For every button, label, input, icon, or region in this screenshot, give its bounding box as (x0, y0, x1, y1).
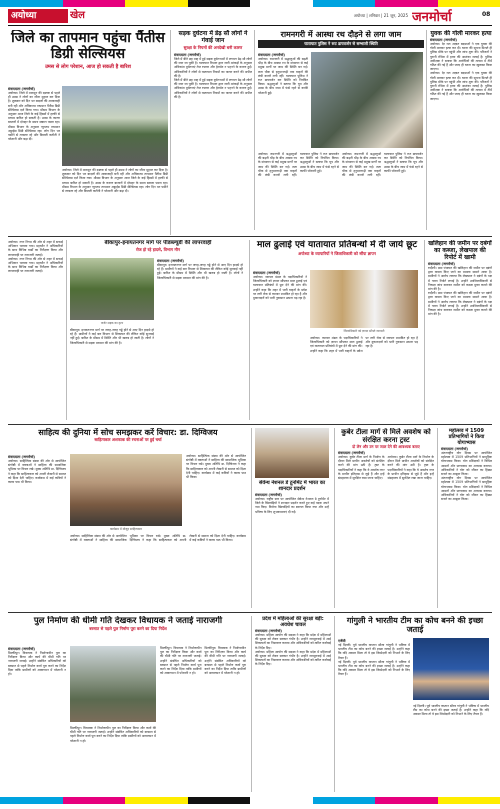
ramnagari-columns (258, 152, 423, 228)
ganguly-text (338, 638, 410, 790)
lead-photo (62, 86, 168, 166)
youth-byline: संवाददाता (जनमोर्चा) (430, 38, 457, 42)
bridge-body-cont: मिल्कीपुर। विधायक ने निर्माणाधीन पुल का निरीक्षण किया और कार्य की धीमी गति पर नाराजगी जताई। उन्होंने संबंधित अधिकारियों को बरसात से पहले निर्माण कार्य पूरा करने का निर्देश दिया ताकि ग्रामीणों को आवागमन में परेशानी न हो। (160, 646, 202, 676)
bridge-text (8, 646, 66, 790)
lead-subhead: उमस से लोग परेशान, आज हो सकती है बारिश (45, 64, 131, 70)
land-body-2: रुदौली। ग्राम पंचायत की खलिहान की जमीन पर दबंगों द्वारा कब्जा किए जाने का मामला सामने आया है। ग्रामीणों ने आरोप लगाया कि लेखपाल ने दबंगों के पक्ष में गलत रिपोर्ट लगाई है। उन्होंने उपजिलाधिकारी से निष्पक्ष जांच कराकर जमीन को कब्जा मुक्त कराने की मांग की है। (428, 291, 492, 317)
registration-bar-bottom (0, 797, 500, 804)
freight-text (253, 270, 307, 418)
women-byline: संवाददाता (जनमोर्चा) (255, 629, 282, 633)
lead-body-cont: अयोध्या। जिले में मानसून की दस्तक से पहले ही उमस ने लोगों का जीना मुहाल कर दिया है। शुक्रवार को दिन भर बादलों की आवाजाही बनी रही और अधिकतम तापमान पैंतीस डिग्री सेल्सियस दर्ज किया गया। मौसम विभाग के अनुसार आज जिले के कई हिस्सों में हल्की से मध्यम बारिश हो सकती है। उमस के कारण बाजारों में दोपहर के समय सन्नाटा पसरा रहा। मौसम विभाग के अनुसार न्यूनतम तापमान अट्ठाईस डिग्री सेल्सियस रहा। लोग दिन भर पसीने से तरबतर रहे और बिजली कटौती ने परेशानी और बढ़ा दी। (62, 168, 168, 194)
divider-3 (8, 612, 492, 613)
tourism-text (157, 258, 243, 418)
literature-headline: साहित्य की दुनिया में सोच समझकर करें विचार: डा. दिग्विजय (38, 428, 218, 437)
tourism-story (66, 240, 246, 420)
kuber-columns (338, 455, 434, 480)
literature-text (8, 454, 66, 606)
road-body: जिले में बीते छह माह में हुई सड़क दुर्घटनाओं में लगभग डेढ़ सौ लोगों की जान जा चुकी है। यातायात विभाग द्वारा जारी आंकड़ों के अनुसार अधिकांश दुर्घटनाएं तेज रफ्तार और हेलमेट न पहनने के कारण हुईं। अधिकारियों ने लोगों से यातायात नियमों का पालन करने की अपील की है। (174, 57, 252, 78)
kuber-body-2: अयोध्या। कुबेर टीला मार्ग के निर्माण के दौरान मिले प्राचीन अवशेषों को संरक्षित करने की मांग उठी है। ट्रस्ट के पदाधिकारियों ने कहा कि ये अवशेष नगर के प्राचीन इतिहास से जुड़े हैं और इन्हें संग्रहालय में सुरक्षित रखा जाना चाहिए। (387, 455, 434, 481)
ramnagari-text (258, 52, 308, 152)
tourism-byline: संवाददाता (जनमोर्चा) (157, 259, 184, 263)
literature-photo (70, 454, 182, 526)
lead-body: अयोध्या। जिले में मानसून की दस्तक से पहले ही उमस ने लोगों का जीना मुहाल कर दिया है। शुक्रवार को दिन भर बादलों की आवाजाही बनी रही और अधिकतम तापमान पैंतीस डिग्री सेल्सियस दर्ज किया गया। मौसम विभाग के अनुसार आज जिले के कई हिस्सों में हल्की से मध्यम बारिश हो सकती है। उमस के कारण बाजारों में दोपहर के समय सन्नाटा पसरा रहा। मौसम विभाग के अनुसार न्यूनतम तापमान अट्ठाईस डिग्री सेल्सियस रहा। लोग दिन भर पसीने से तरबतर रहे और बिजली कटौती ने परेशानी और बढ़ा दी। (8, 91, 60, 142)
road-subhead: सुरक्षा के नियमों की अनदेखी बनी कारण (183, 45, 243, 50)
registration-bar-top (0, 0, 500, 7)
freight-photo (310, 270, 418, 328)
page-header (8, 8, 492, 26)
ganguly-body-cont: नई दिल्ली। पूर्व भारतीय कप्तान सौरव गांगुली ने भविष्य में भारतीय टीम का कोच बनने की इच्छा जताई है। उन्होंने कहा कि यदि अवसर मिला तो वे इस जिम्मेदारी को निभाने के लिए तैयार हैं। (413, 704, 489, 717)
road-body-2: जिले में बीते छह माह में हुई सड़क दुर्घटनाओं में लगभग डेढ़ सौ लोगों की जान जा चुकी है। यातायात विभाग द्वारा जारी आंकड़ों के अनुसार अधिकांश दुर्घटनाएं तेज रफ्तार और हेलमेट न पहनने के कारण हुईं। अधिकारियों ने लोगों से यातायात नियमों का पालन करने की अपील की है। (174, 78, 252, 99)
ramnagari-headline: रामनगरी में आस्था रथ दौड़ने से लगा जाम (280, 30, 402, 39)
ganguly-photo (413, 638, 489, 700)
women-story (251, 616, 331, 792)
kuber-headline: कुबेर टीला मार्ग से मिले अवशेष को संरक्षित करना ट्रस्ट (341, 428, 431, 444)
kuber-byline: संवाददाता (जनमोर्चा) (338, 451, 365, 455)
bridge-body-cont-3: मिल्कीपुर। विधायक ने निर्माणाधीन पुल का निरीक्षण किया और कार्य की धीमी गति पर नाराजगी जताई। उन्होंने संबंधित अधिकारियों को बरसात से पहले निर्माण कार्य पूरा करने का निर्देश दिया ताकि ग्रामीणों को आवागमन में परेशानी न हो। (70, 726, 156, 743)
ramnagari-body-cont: अयोध्या। रामनगरी में श्रद्धालुओं की बढ़ती भीड़ के बीच आस्था रथ के संचालन से कई प्रमुख मार्गों पर जाम की स्थिति बन गई। लता चौक से हनुमानगढ़ी तक वाहनों की लंबी कतारें लगी रहीं। यातायात पुलिस ने रूट डायवर्जन कर स्थिति को नियंत्रित किया। श्रद्धालुओं ने बताया कि धूप और उमस के बीच जाम में फंसे रहने से काफी परेशानी हुई। (258, 152, 339, 178)
ganguly-text-2 (413, 704, 489, 790)
road-story (170, 30, 252, 235)
bridge-headline: पुल निर्माण की धीमी गति देखकर विधायक ने जताई नाराजगी (33, 616, 223, 626)
bridge-subhead: बरसात से पहले पुल निर्माण पूरा करने का दिया निर्देश (89, 626, 167, 631)
lead-headline-block (8, 30, 168, 84)
bridge-body: मिल्कीपुर। विधायक ने निर्माणाधीन पुल का निरीक्षण किया और कार्य की धीमी गति पर नाराजगी जताई। उन्होंने संबंधित अधिकारियों को बरसात से पहले निर्माण कार्य पूरा करने का निर्देश दिया ताकि ग्रामीणों को आवागमन में परेशानी न हो। (8, 651, 66, 677)
ramnagari-story (254, 30, 424, 230)
bridge-story (8, 616, 248, 792)
freight-body-cont: अयोध्या। व्यापार मंडल के पदाधिकारियों ने जिलाधिकारी को ज्ञापन सौंपकर माल ढुलाई एवं यातायात प्रतिबंधों में छूट देने की मांग की। उन्होंने कहा कि शहर में भारी वाहनों के प्रवेश पर लगी रोक से व्यापार प्रभावित हो रहा है और दुकानदारों को भारी नुकसान उठाना पड़ रहा है। (310, 336, 418, 353)
literature-text-3 (186, 454, 246, 532)
yoga-byline: संवाददाता (जनमोर्चा) (441, 447, 468, 451)
tournament-text (255, 480, 329, 514)
tourism-caption: जर्जर सड़क का दृश्य (100, 321, 124, 325)
brand-logo: जनमोर्चा (412, 10, 452, 25)
kuber-subhead: दो लेन और उन पर जाल देने की आवश्यक बताए (352, 444, 420, 449)
yoga-body: अंतरराष्ट्रीय योग दिवस पर आयोजित महोत्सव में 1509 प्रतिभागियों ने सामूहिक योगाभ्यास किया। योग प्रशिक्षकों ने विभिन्न आसनों और प्राणायाम का अभ्यास कराया। अधिकारियों ने योग को जीवन का हिस्सा बनाने का आह्वान किया। (441, 451, 492, 477)
ramnagari-subhead: यातायात पुलिस ने रूट डायवर्जन से सम्भाली स्थिति (258, 40, 424, 48)
literature-story (8, 428, 248, 608)
ramnagari-body: अयोध्या। रामनगरी में श्रद्धालुओं की बढ़ती भीड़ के बीच आस्था रथ के संचालन से कई प्रमुख मार्गों पर जाम की स्थिति बन गई। लता चौक से हनुमानगढ़ी तक वाहनों की लंबी कतारें लगी रहीं। यातायात पुलिस ने रूट डायवर्जन कर स्थिति को नियंत्रित किया। श्रद्धालुओं ने बताया कि धूप और उमस के बीच जाम में फंसे रहने से काफी परेशानी हुई। (258, 57, 308, 95)
yoga-body-2: अंतरराष्ट्रीय योग दिवस पर आयोजित महोत्सव में 1509 प्रतिभागियों ने सामूहिक योगाभ्यास किया। योग प्रशिक्षकों ने विभिन्न आसनों और प्राणायाम का अभ्यास कराया। अधिकारियों ने योग को जीवन का हिस्सा बनाने का आह्वान किया। (441, 476, 492, 502)
tourism-body-cont: बीकापुर। इनायतनगर मार्ग पर जगह-जगह गड्ढे होने से आए दिन हादसे हो रहे हैं। ग्रामीणों ने कई बार विभाग से शिकायत की लेकिन कोई सुनवाई नहीं हुई। बारिश के मौसम में स्थिति और भी खराब हो जाती है। लोगों ने जिलाधिकारी से सड़क मरम्मत की मांग की है। (70, 328, 154, 345)
ganguly-body: नई दिल्ली। पूर्व भारतीय कप्तान सौरव गांगुली ने भविष्य में भारतीय टीम का कोच बनने की इच्छा जताई है। उन्होंने कहा कि यदि अवसर मिला तो वे इस जिम्मेदारी को निभाने के लिए तैयार हैं। (338, 643, 410, 660)
road-byline: संवाददाता (जनमोर्चा) (174, 53, 201, 57)
literature-body: अयोध्या। साहित्यिक संस्था की ओर से आयोजित संगोष्ठी में वक्ताओं ने साहित्य की सामाजिक भूमिका पर विचार रखे। मुख्य अतिथि डा. दिग्विजय ने कहा कि साहित्यकार को अपनी लेखनी से समाज को दिशा देनी चाहिए। कार्यक्रम में कई कवियों ने काव्य पाठ भी किया। (8, 459, 66, 485)
ganguly-byline: एजेंसी (338, 639, 346, 643)
women-body: अयोध्या। महिला आयोग की सदस्य ने कहा कि प्रदेश में महिलाओं की सुरक्षा को लेकर सरकार गंभीर है। उन्होंने जनसुनवाई में आई शिकायतों का निस्तारण कराया और अधिकारियों को त्वरित कार्रवाई के निर्देश दिए। (255, 633, 331, 650)
tourism-photo (70, 258, 154, 320)
freight-text-2 (310, 336, 418, 418)
freight-subhead: अयोध्या के व्यापारियों ने जिलाधिकारी को सौंपा ज्ञापन (298, 251, 376, 256)
land-byline: संवाददाता (जनमोर्चा) (428, 262, 455, 266)
divider-1 (8, 236, 492, 237)
ramnagari-photo (311, 52, 423, 148)
literature-subhead: साहित्यकार अशफाक की रचनाओं पर हुई चर्चा (94, 437, 162, 442)
land-story (424, 240, 492, 420)
tournament-photo (255, 428, 329, 478)
lead-text-2 (62, 168, 168, 234)
tourism-body: बीकापुर। इनायतनगर मार्ग पर जगह-जगह गड्ढे होने से आए दिन हादसे हो रहे हैं। ग्रामीणों ने कई बार विभाग से शिकायत की लेकिन कोई सुनवाई नहीं हुई। बारिश के मौसम में स्थिति और भी खराब हो जाती है। लोगों ने जिलाधिकारी से सड़क मरम्मत की मांग की है। (157, 263, 243, 280)
ganguly-story (334, 616, 492, 792)
literature-caption: कार्यक्रम में मौजूद साहित्यकार (109, 527, 143, 531)
side-strip-body-2: अयोध्या। नगर निगम की ओर से शहर में सफाई अभियान चलाया गया। महापौर ने अधिकारियों के साथ विभिन्न वार्डों का निरीक्षण किया और लापरवाही पर नाराजगी जताई। (8, 256, 63, 274)
youth-headline: युवक की गोली मारकर हत्या (430, 30, 492, 37)
kuber-body: अयोध्या। कुबेर टीला मार्ग के निर्माण के दौरान मिले प्राचीन अवशेषों को संरक्षित करने की मांग उठी है। ट्रस्ट के पदाधिकारियों ने कहा कि ये अवशेष नगर के प्राचीन इतिहास से जुड़े हैं और इन्हें संग्रहालय में सुरक्षित रखा जाना चाहिए। (338, 455, 385, 481)
divider-2 (8, 424, 492, 425)
section-tag: खेल (70, 10, 85, 21)
yoga-headline: महोत्सव में 1509 प्रतिभागियों ने किया योगाभ्यास (448, 428, 485, 446)
side-strip (8, 240, 63, 420)
land-headline: खलिहान की जमीन पर दबंगों का कब्जा, लेखपाल की रिपोर्ट में खामी (428, 240, 492, 261)
tournament-body: अयोध्या। राष्ट्रीय स्तर पर आयोजित सेवेन्थ नेशनल डे टूर्नामेंट में जिले के खिलाड़ियों ने शानदार प्रदर्शन करते हुए कई पदक अपने नाम किए। विजेता खिलाड़ियों का स्वागत किया गया और उन्हें भविष्य के लिए शुभकामनाएं दी गईं। (255, 497, 329, 514)
literature-body-cont: अयोध्या। साहित्यिक संस्था की ओर से आयोजित संगोष्ठी में वक्ताओं ने साहित्य की सामाजिक भूमिका पर विचार रखे। मुख्य अतिथि डा. दिग्विजय ने कहा कि साहित्यकार को अपनी लेखनी से समाज को दिशा देनी चाहिए। कार्यक्रम में कई कवियों ने काव्य पाठ भी किया। (70, 534, 246, 543)
side-strip-body: अयोध्या। नगर निगम की ओर से शहर में सफाई अभियान चलाया गया। महापौर ने अधिकारियों के साथ विभिन्न वार्डों का निरीक्षण किया और लापरवाही पर नाराजगी जताई। (8, 240, 63, 257)
bridge-photo (70, 646, 156, 722)
literature-body-cont-2: अयोध्या। साहित्यिक संस्था की ओर से आयोजित संगोष्ठी में वक्ताओं ने साहित्य की सामाजिक भूमिका पर विचार रखे। मुख्य अतिथि डा. दिग्विजय ने कहा कि साहित्यकार को अपनी लेखनी से समाज को दिशा देनी चाहिए। कार्यक्रम में कई कवियों ने काव्य पाठ भी किया। (186, 454, 246, 480)
youth-body-2: अयोध्या। देर रात अज्ञात बदमाशों ने एक युवक की गोली मारकर हत्या कर दी। घटना की सूचना मिलते ही पुलिस मौके पर पहुंची और जांच शुरू की। परिजनों ने पुरानी रंजिश में हत्या की आशंका जताई है। पुलिस अधीक्षक ने बताया कि आरोपियों की तलाश में टीमें गठित की गई हैं और जल्द ही घटना का खुलासा किया जाएगा। (430, 71, 492, 101)
literature-byline: संवाददाता (जनमोर्चा) (8, 455, 35, 459)
ramnagari-body-cont-2: अयोध्या। रामनगरी में श्रद्धालुओं की बढ़ती भीड़ के बीच आस्था रथ के संचालन से कई प्रमुख मार्गों पर जाम की स्थिति बन गई। लता चौक से हनुमानगढ़ी तक वाहनों की लंबी कतारें लगी रहीं। यातायात पुलिस ने रूट डायवर्जन कर स्थिति को नियंत्रित किया। श्रद्धालुओं ने बताया कि धूप और उमस के बीच जाम में फंसे रहने से काफी परेशानी हुई। (342, 152, 423, 178)
page-number: 08 (482, 11, 491, 18)
freight-story (249, 240, 421, 420)
yoga-story (437, 428, 492, 608)
tournament-headline: सेवेन्थ नेशनल डे टूर्नामेंट में भारत का शानदार प्रदर्शन (258, 480, 326, 492)
land-body: रुदौली। ग्राम पंचायत की खलिहान की जमीन पर दबंगों द्वारा कब्जा किए जाने का मामला सामने आया है। ग्रामीणों ने आरोप लगाया कि लेखपाल ने दबंगों के पक्ष में गलत रिपोर्ट लगाई है। उन्होंने उपजिलाधिकारी से निष्पक्ष जांच कराकर जमीन को कब्जा मुक्त कराने की मांग की है। (428, 266, 492, 292)
tourism-subhead: रोज हो रहे हादसे, विभाग मौन (135, 247, 181, 252)
tournament-story (251, 428, 331, 608)
freight-caption: जिलाधिकारी को ज्ञापन सौंपते व्यापारी (343, 329, 385, 333)
youth-story (426, 30, 492, 230)
ganguly-body-2: नई दिल्ली। पूर्व भारतीय कप्तान सौरव गांगुली ने भविष्य में भारतीय टीम का कोच बनने की इच्छा जताई है। उन्होंने कहा कि यदि अवसर मिला तो वे इस जिम्मेदारी को निभाने के लिए तैयार हैं। (338, 659, 410, 677)
freight-byline: संवाददाता (जनमोर्चा) (253, 271, 280, 275)
bridge-body-cont-2: मिल्कीपुर। विधायक ने निर्माणाधीन पुल का निरीक्षण किया और कार्य की धीमी गति पर नाराजगी जताई। उन्होंने संबंधित अधिकारियों को बरसात से पहले निर्माण कार्य पूरा करने का निर्देश दिया ताकि ग्रामीणों को आवागमन में परेशानी न हो। (204, 646, 246, 676)
road-headline: सड़क दुर्घटना में डेढ़ सौ लोगों ने गंवाई जान (178, 30, 248, 44)
ramnagari-byline: संवाददाता (जनमोर्चा) (258, 53, 285, 57)
freight-body: अयोध्या। व्यापार मंडल के पदाधिकारियों ने जिलाधिकारी को ज्ञापन सौंपकर माल ढुलाई एवं यातायात प्रतिबंधों में छूट देने की मांग की। उन्होंने कहा कि शहर में भारी वाहनों के प्रवेश पर लगी रोक से व्यापार प्रभावित हो रहा है और दुकानदारों को भारी नुकसान उठाना पड़ रहा है। (253, 275, 307, 301)
bridge-text-2 (160, 646, 246, 790)
bridge-byline: संवाददाता (जनमोर्चा) (8, 647, 35, 651)
youth-body: अयोध्या। देर रात अज्ञात बदमाशों ने एक युवक की गोली मारकर हत्या कर दी। घटना की सूचना मिलते ही पुलिस मौके पर पहुंची और जांच शुरू की। परिजनों ने पुरानी रंजिश में हत्या की आशंका जताई है। पुलिस अधीक्षक ने बताया कि आरोपियों की तलाश में टीमें गठित की गई हैं और जल्द ही घटना का खुलासा किया जाएगा। (430, 42, 492, 72)
tourism-text-2 (70, 328, 154, 418)
kuber-story (334, 428, 434, 608)
bridge-text-3 (70, 726, 156, 790)
lead-headline: जिले का तापमान पहुंचा पैंतीस डिग्री सेल्सियस (11, 30, 165, 62)
freight-headline: माल ढुलाई एवं यातायात प्रतिबन्धों में दी जाये छूट (256, 240, 418, 250)
women-headline: प्रदेश में महिलाओं की सुरक्षा बड़ी: अवधेश चावल (262, 616, 324, 628)
section-label: अयोध्या (8, 9, 68, 23)
lead-byline: संवाददाता (जनमोर्चा) (8, 87, 35, 91)
lead-text (8, 86, 60, 234)
women-body-2: अयोध्या। महिला आयोग की सदस्य ने कहा कि प्रदेश में महिलाओं की सुरक्षा को लेकर सरकार गंभीर है। उन्होंने जनसुनवाई में आई शिकायतों का निस्तारण कराया और अधिकारियों को त्वरित कार्रवाई के निर्देश दिए। (255, 649, 331, 667)
tournament-byline: संवाददाता (जनमोर्चा) (255, 493, 282, 497)
tourism-headline: बीकापुर-इनायतनगर मार्ग पर पीडब्ल्यूडी की लापरवाही (104, 240, 212, 246)
literature-text-2 (70, 534, 246, 606)
ganguly-headline: गांगुली ने भारतीय टीम का कोच बनने की इच्छा जताई (346, 616, 484, 634)
dateline: अयोध्या | शनिवार | 21 जून, 2025 (353, 13, 408, 18)
